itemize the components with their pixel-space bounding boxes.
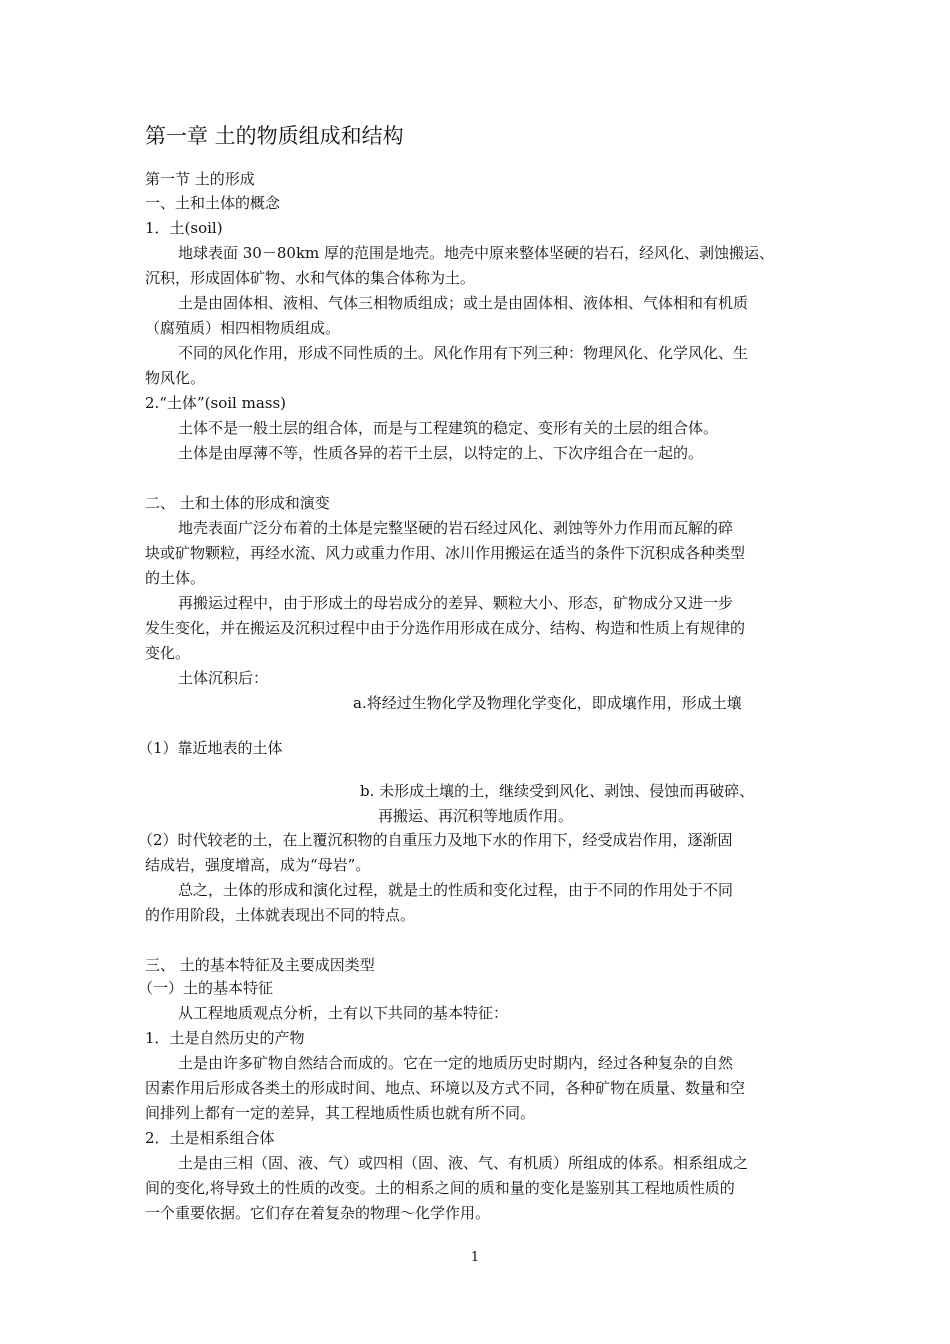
paragraph-line: 沉积，形成固体矿物、水和气体的集合体称为土。 xyxy=(145,269,476,287)
part1-item1-heading: 1．土(soil) xyxy=(145,219,223,237)
paragraph-line: 因素作用后形成各类土的形成时间、地点、环境以及方式不同，各种矿物在质量、数量和空 xyxy=(145,1079,746,1097)
paragraph-line: 发生变化，并在搬运及沉积过程中由于分选作用形成在成分、结构、构造和性质上有规律的 xyxy=(145,619,746,637)
paragraph-line: 地壳表面广泛分布着的土体是完整坚硬的岩石经过风化、剥蚀等外力作用而瓦解的碎 xyxy=(178,519,734,537)
part3-sub1: （一）土的基本特征 xyxy=(138,979,274,997)
paragraph-line: 再搬运过程中，由于形成土的母岩成分的差异、颗粒大小、形态，矿物成分又进一步 xyxy=(178,594,734,612)
paragraph-line: 物风化。 xyxy=(145,369,206,387)
part3-heading: 三、 土的基本特征及主要成因类型 xyxy=(145,956,375,974)
paragraph-line: 变化。 xyxy=(145,644,191,662)
paragraph-line: 总之，土体的形成和演化过程，就是土的性质和变化过程，由于不同的作用处于不同 xyxy=(178,881,734,899)
paragraph-line: 土是由许多矿物自然结合而成的。它在一定的地质历史时期内，经过各种复杂的自然 xyxy=(178,1054,734,1072)
paragraph-line: （腐殖质）相四相物质组成。 xyxy=(145,319,341,337)
branch-b: b. 未形成土壤的土，继续受到风化、剥蚀、侵蚀而再破碎、 xyxy=(360,782,755,800)
case-1: （1）靠近地表的土体 xyxy=(138,739,283,757)
paragraph-line: 土体是由厚薄不等，性质各异的若干土层，以特定的上、下次序组合在一起的。 xyxy=(178,444,704,462)
case-2: 结成岩，强度增高，成为“母岩”。 xyxy=(145,856,371,874)
paragraph-line: 一个重要依据。它们存在着复杂的物理～化学作用。 xyxy=(145,1204,491,1222)
part3-item1-heading: 1．土是自然历史的产物 xyxy=(145,1029,305,1047)
part1-item2-heading: 2.“土体”(soil mass) xyxy=(145,394,287,412)
paragraph-line: 块或矿物颗粒，再经水流、风力或重力作用、冰川作用搬运在适当的条件下沉积成各种类型 xyxy=(145,544,746,562)
paragraph-line: 间排列上都有一定的差异，其工程地质性质也就有所不同。 xyxy=(145,1104,536,1122)
part3-item2-heading: 2．土是相系组合体 xyxy=(145,1129,275,1147)
case-2: （2）时代较老的土，在上覆沉积物的自重压力及地下水的作用下，经受成岩作用，逐渐固 xyxy=(138,831,733,849)
paragraph-line: 的作用阶段，土体就表现出不同的特点。 xyxy=(145,906,416,924)
part1-heading: 一、土和土体的概念 xyxy=(145,194,281,212)
branch-a: a.将经过生物化学及物理化学变化，即成壤作用，形成土壤 xyxy=(353,694,742,712)
paragraph-line: 土是由固体相、液相、气体三相物质组成；或土是由固体相、液体相、气体相和有机质 xyxy=(178,294,749,312)
paragraph-line: 土体沉积后： xyxy=(178,669,269,687)
paragraph-line: 土体不是一般土层的组合体，而是与工程建筑的稳定、变形有关的土层的组合体。 xyxy=(178,419,719,437)
branch-b: 再搬运、再沉积等地质作用。 xyxy=(378,807,574,825)
paragraph-line: 从工程地质观点分析，土有以下共同的基本特征： xyxy=(178,1004,509,1022)
paragraph-line: 的土体。 xyxy=(145,569,206,587)
paragraph-line: 间的变化,将导致土的性质的改变。土的相系之间的质和量的变化是鉴别其工程地质性质的 xyxy=(145,1179,735,1197)
part2-heading: 二、 土和土体的形成和演变 xyxy=(145,494,330,512)
paragraph-line: 土是由三相（固、液、气）或四相（固、液、气、有机质）所组成的体系。相系组成之 xyxy=(178,1154,749,1172)
paragraph-line: 地球表面 30－80km 厚的范围是地壳。地壳中原来整体坚硬的岩石，经风化、剥蚀搬运、 xyxy=(178,244,775,262)
page-number: 1 xyxy=(470,1250,480,1265)
paragraph-line: 不同的风化作用，形成不同性质的土。风化作用有下列三种：物理风化、化学风化、生 xyxy=(178,344,749,362)
section-title: 第一节 土的形成 xyxy=(145,170,255,188)
chapter-title: 第一章 土的物质组成和结构 xyxy=(145,124,404,148)
